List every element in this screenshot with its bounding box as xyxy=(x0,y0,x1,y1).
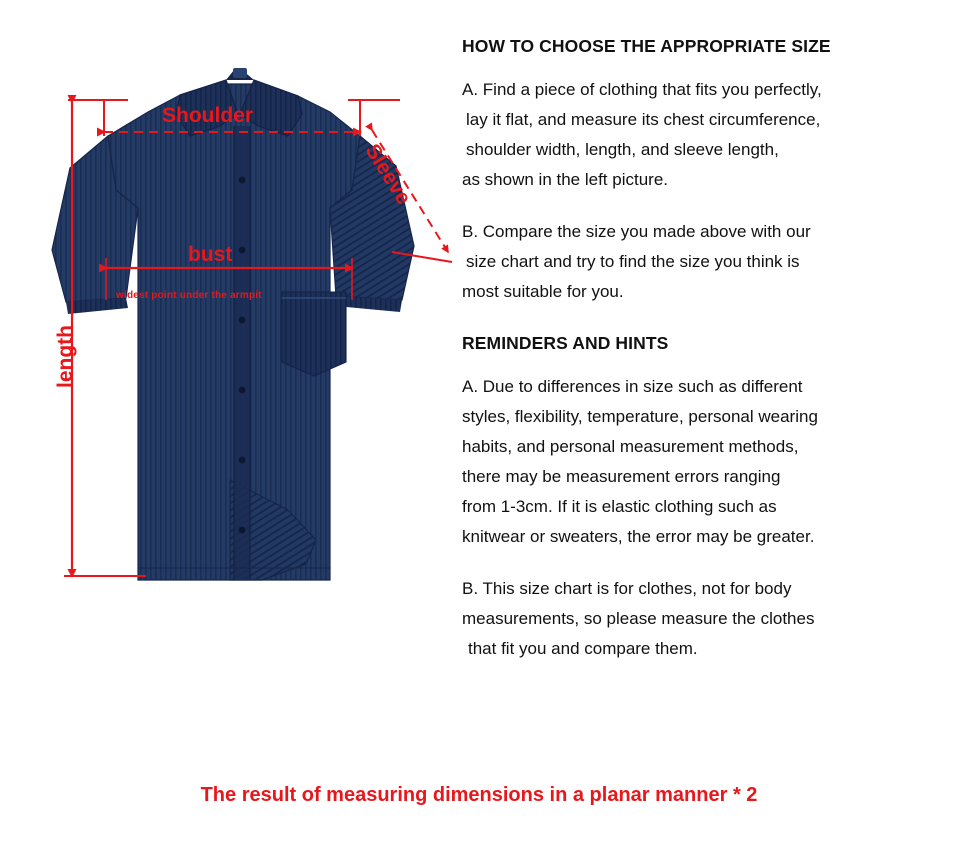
line: as shown in the left picture. xyxy=(462,170,669,189)
line: that fit you and compare them. xyxy=(468,639,698,658)
line: shoulder width, length, and sleeve length, xyxy=(466,140,779,159)
line: styles, flexibility, temperature, personal wearing xyxy=(462,407,818,426)
label-bust: bust xyxy=(188,243,233,266)
shirt-illustration xyxy=(0,0,460,780)
line: lay it flat, and measure its chest circumference, xyxy=(466,110,821,129)
paragraph-choose-b xyxy=(462,217,954,307)
line: measurements, so please measure the clothes xyxy=(462,609,815,628)
reminders-title: REMINDERS AND HINTS xyxy=(462,333,669,353)
line: A. Due to differences in size such as different xyxy=(462,377,803,396)
line: size chart and try to find the size you think is xyxy=(466,252,800,271)
instructions-column xyxy=(462,36,954,686)
label-armpit-note: widest point under the armpit xyxy=(116,290,262,301)
line: from 1-3cm. If it is elastic clothing such as xyxy=(462,497,777,516)
label-sleeve: Sleeve xyxy=(360,140,416,209)
line: most suitable for you. xyxy=(462,282,624,301)
line: there may be measurement errors ranging xyxy=(462,467,781,486)
page-title: HOW TO CHOOSE THE APPROPRIATE SIZE xyxy=(462,36,831,56)
line: B. Compare the size you made above with our xyxy=(462,222,811,241)
line: A. Find a piece of clothing that fits you perfectly, xyxy=(462,80,822,99)
footer-note: The result of measuring dimensions in a planar manner * 2 xyxy=(200,784,758,806)
line: habits, and personal measurement methods, xyxy=(462,437,799,456)
line: B. This size chart is for clothes, not for body xyxy=(462,579,792,598)
label-shoulder: Shoulder xyxy=(162,104,254,127)
line: knitwear or sweaters, the error may be greater. xyxy=(462,527,815,546)
paragraph-reminder-a xyxy=(462,372,954,552)
paragraph-reminder-b xyxy=(462,574,954,664)
label-length: length xyxy=(54,325,77,388)
paragraph-choose-a xyxy=(462,75,954,195)
